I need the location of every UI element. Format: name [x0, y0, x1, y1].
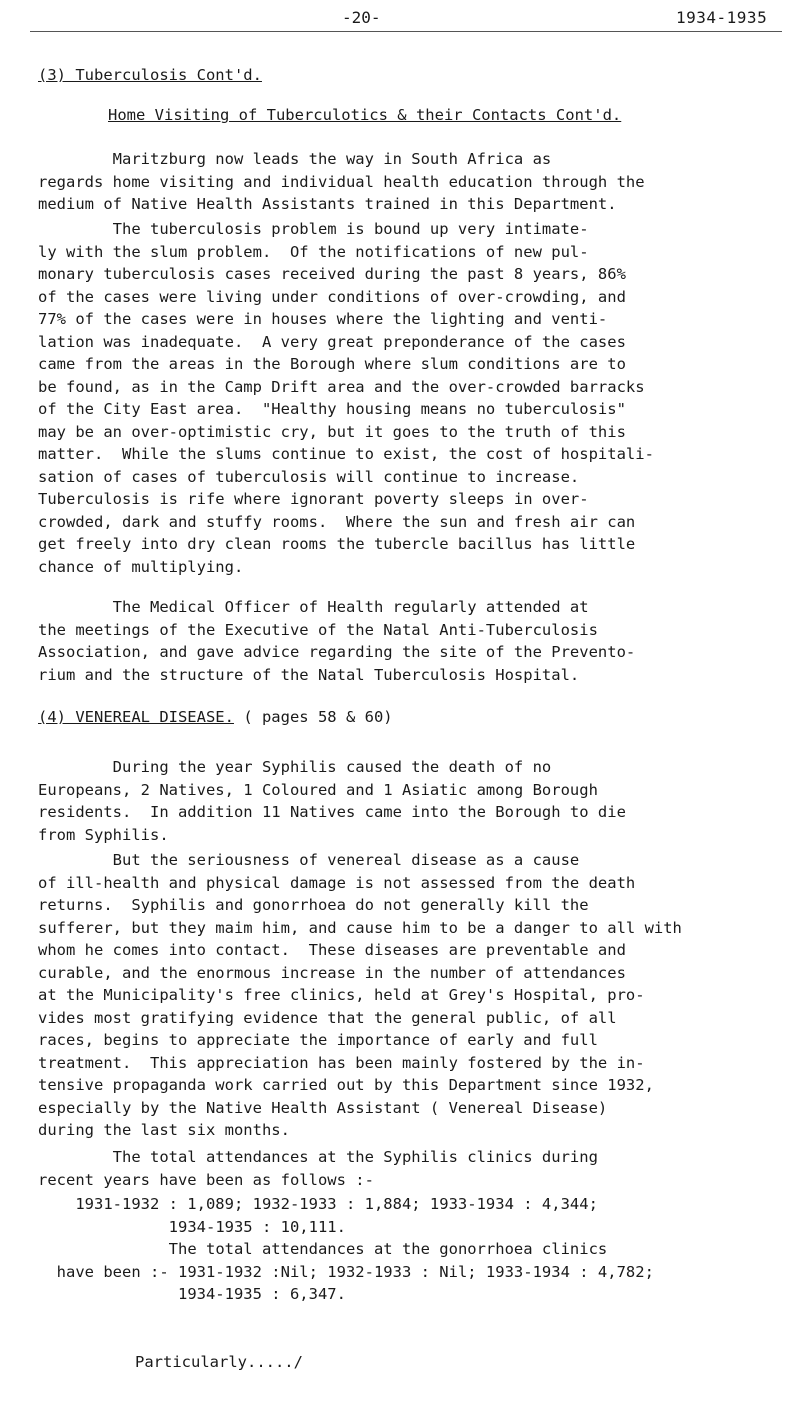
subheading: Home Visiting of Tuberculotics & their Contacts Cont'd.	[108, 106, 622, 124]
syphilis-figures: 1931-1932 : 1,089; 1932-1933 : 1,884; 1933-1934 : 4,344; 1934-1935 : 10,111.	[75, 1195, 598, 1236]
venereal-disease-pages: ( pages 58 & 60)	[243, 708, 393, 726]
page-number: -20-	[342, 8, 381, 27]
year-range: 1934-1935	[676, 8, 768, 27]
attendance-figures	[38, 1193, 790, 1306]
gonorrhoea-intro: The total attendances at the gonorrhoea clinics	[38, 1240, 608, 1258]
section-heading: (3) Tuberculosis Cont'd.	[38, 66, 262, 84]
paragraph-medical-officer: The Medical Officer of Health regularly attended at the meetings of the Executive of the Natal Anti-Tuberculosis Association, and gave advice regarding the site of the Prevento- rium and the structure of the Natal Tuberculosis Hospital.	[38, 598, 636, 684]
paragraph-syphilis-deaths: During the year Syphilis caused the death of no Europeans, 2 Natives, 1 Coloured and 1 Asiatic among Borough residents. In addition 11 Natives came into the Borough to die from Syphilis.	[38, 758, 626, 844]
venereal-disease-heading-line	[38, 706, 790, 729]
paragraph-slum-problem: The tuberculosis problem is bound up very intimate- ly with the slum problem. Of the notifications of new pul- monary tuberculosis cases received during the past 8 years, 86% of the cases were living under conditions of over-crowding, and 77% of the cases were in houses where the lighting and venti- lation was inadequate. A very great preponderance of the cases came from the areas in the Borough where slum conditions are to be found, as in the Camp Drift area and the over-crowded barracks of the City East area. "Healthy housing means no tuberculosis" may be an over-optimistic cry, but it goes to the truth of this matter. While the slums continue to exist, the cost of hospitali- sation of cases of tuberculosis will continue to increase. Tuberculosis is rife where ignorant poverty sleeps in over- crowded, dark and stuffy rooms. Where the sun and fresh air can get freely into dry clean rooms the tubercle bacillus has little chance of multiplying.	[38, 220, 654, 576]
paragraph-home-visiting: Maritzburg now leads the way in South Africa as regards home visiting and individual health education through the medium of Native Health Assistants trained in this Department.	[38, 150, 645, 213]
gonorrhoea-figures: have been :- 1931-1932 :Nil; 1932-1933 : Nil; 1933-1934 : 4,782; 1934-1935 : 6,347.	[56, 1262, 654, 1303]
paragraph-seriousness: But the seriousness of venereal disease as a cause of ill-health and physical damage is not assessed from the death returns. Syphilis and gonorrhoea do not generally kill the sufferer, but they maim him, and cause him to be a danger to all with whom he comes into contact. These diseases are preventable and curable, and the enormous increase in the number of attendances at the Municipality's free clinics, held at Grey's Hospital, pro- vides most gratifying evidence that the general public, of all races, begins to appreciate the importance of early and full treatment. This appreciation has been mainly fostered by the in- tensive propaganda work carried out by this Department since 1932, especially by the Native Health Assistant ( Venereal Disease) during the last six months.	[38, 851, 682, 1139]
header-rule	[30, 31, 782, 32]
paragraph-attendances-intro: The total attendances at the Syphilis clinics during recent years have been as follows :-	[38, 1148, 598, 1189]
venereal-disease-heading: (4) VENEREAL DISEASE.	[38, 708, 234, 726]
continuation-note: Particularly...../	[135, 1353, 303, 1371]
